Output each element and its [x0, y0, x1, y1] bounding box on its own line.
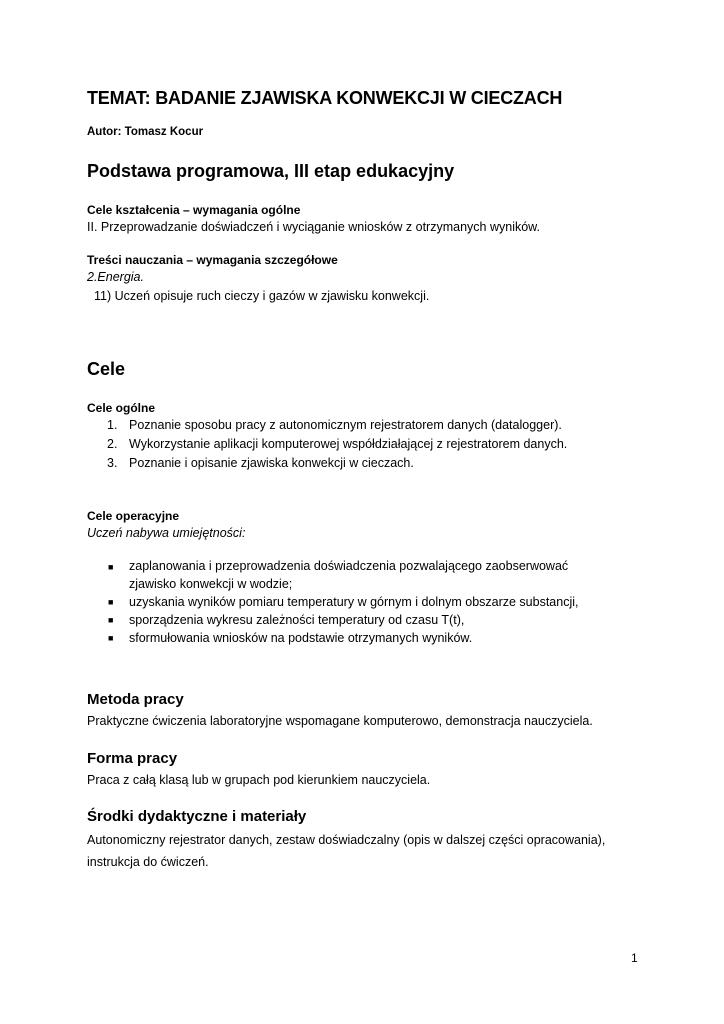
bullet-square-icon: ■: [108, 597, 114, 607]
forma-pracy-text: Praca z całą klasą lub w grupach pod kierunkiem nauczyciela.: [87, 773, 431, 787]
bullet-item-text-continued: zjawisko konwekcji w wodzie;: [129, 577, 293, 591]
bullet-item-text: uzyskania wyników pomiaru temperatury w górnym i dolnym obszarze substancji,: [129, 595, 579, 609]
cele-ksztalcenia-text: II. Przeprowadzanie doświadczeń i wyciąganie wniosków z otrzymanych wyników.: [87, 220, 540, 234]
tresci-nauczania-heading: Treści nauczania – wymagania szczegółowe: [87, 253, 338, 267]
section-heading-cele: Cele: [87, 359, 126, 379]
bullet-item-text: sporządzenia wykresu zależności temperatury od czasu T(t),: [129, 613, 465, 627]
bullet-square-icon: ■: [108, 562, 114, 572]
list-item-text: Poznanie i opisanie zjawiska konwekcji w cieczach.: [129, 456, 414, 470]
metoda-pracy-text: Praktyczne ćwiczenia laboratoryjne wspomagane komputerowo, demonstracja nauczyciela.: [87, 714, 593, 728]
page-number: 1: [631, 951, 638, 965]
bullet-item-text: sformułowania wniosków na podstawie otrzymanych wyników.: [129, 631, 473, 645]
section-heading-podstawa: Podstawa programowa, III etap edukacyjny: [87, 161, 455, 181]
list-item-number: 1.: [107, 418, 118, 432]
list-item: [107, 456, 414, 470]
tresci-energia: 2.Energia.: [87, 270, 144, 284]
list-item-number: 2.: [107, 437, 118, 451]
list-item: [107, 437, 567, 451]
list-item-number: 3.: [107, 456, 118, 470]
forma-pracy-heading: Forma pracy: [87, 750, 178, 767]
bullet-square-icon: ■: [108, 633, 114, 643]
cele-ogolne-heading: Cele ogólne: [87, 401, 156, 415]
cele-operacyjne-intro: Uczeń nabywa umiejętności:: [87, 526, 246, 540]
tresci-item: 11) Uczeń opisuje ruch cieczy i gazów w zjawisku konwekcji.: [94, 289, 430, 303]
cele-operacyjne-heading: Cele operacyjne: [87, 509, 180, 523]
list-item: [107, 418, 562, 432]
author-line: Autor: Tomasz Kocur: [87, 126, 204, 138]
bullet-item-text: zaplanowania i przeprowadzenia doświadczenia pozwalającego zaobserwować: [129, 559, 569, 573]
srodki-dydaktyczne-heading: Środki dydaktyczne i materiały: [87, 808, 307, 825]
srodki-dydaktyczne-text: Autonomiczny rejestrator danych, zestaw doświadczalny (opis w dalszej części opracowania),: [87, 833, 606, 847]
document-title: TEMAT: BADANIE ZJAWISKA KONWEKCJI W CIECZACH: [87, 88, 563, 108]
cele-ksztalcenia-heading: Cele kształcenia – wymagania ogólne: [87, 203, 301, 217]
srodki-dydaktyczne-text-continued: instrukcja do ćwiczeń.: [87, 855, 209, 869]
list-item-text: Poznanie sposobu pracy z autonomicznym rejestratorem danych (datalogger).: [129, 418, 562, 432]
metoda-pracy-heading: Metoda pracy: [87, 691, 184, 708]
list-item-text: Wykorzystanie aplikacji komputerowej współdziałającej z rejestratorem danych.: [129, 437, 568, 451]
bullet-square-icon: ■: [108, 615, 114, 625]
